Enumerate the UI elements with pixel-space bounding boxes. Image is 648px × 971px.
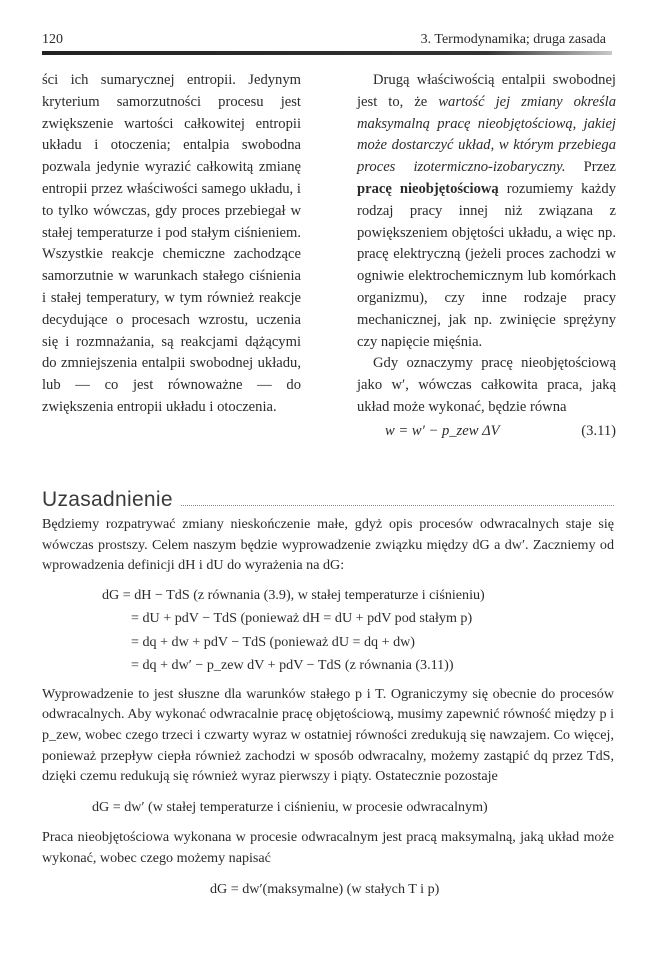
- section-title: Uzasadnienie: [42, 488, 173, 511]
- intro-paragraph: Będziemy rozpatrywać zmiany nieskończenie małe, gdyż opis procesów odwracalnych staje się wówczas prostszy. Celem naszym będzie wyprowadzenie związku między dG a dw′. Zaczniemy od wprowadzenia definicji dH i dU do wyrażenia na dG:: [42, 516, 614, 574]
- right-paragraph-1: [357, 70, 616, 353]
- equation-expression: w = w′ − p_zew ΔV: [385, 422, 500, 439]
- running-title: 3. Termodynamika; druga zasada: [420, 32, 606, 47]
- header-rule: [42, 51, 612, 55]
- derivation-line-1: dG = dH − TdS (z równania (3.9), w stałej temperaturze i ciśnieniu): [102, 586, 485, 603]
- text-run: Przez: [565, 159, 617, 176]
- right-column: [357, 70, 616, 443]
- derivation: [102, 584, 614, 678]
- derivation-line-4: = dq + dw′ − p_zew dV + pdV − TdS (z równania (3.11)): [131, 657, 454, 674]
- paragraph-2: Wyprowadzenie to jest słuszne dla warunków stałego p i T. Ograniczymy się obecnie do procesów odwracalnych. Aby wykonać odwracalnie pracę objętościową, musimy zapewnić równość między p i p_zew, wobec czego trzeci i czwarty wyraz w ostatniej równości zredukują się nawzajem. Co więcej, ponieważ przepływ ciepła również zachodzi w sposób odwracalny, możemy zastąpić dq przez TdS, dzięki czemu redukują się również wyraz pierwszy i piąty. Ostatecznie pozostaje: [42, 685, 614, 785]
- page-number: 120: [42, 32, 63, 47]
- paragraph-3: Praca nieobjętościowa wykonana w procesie odwracalnym jest pracą maksymalną, jaką układ może wykonać, wobec czego możemy napisać: [42, 829, 614, 866]
- section-dotted-rule: [181, 505, 614, 506]
- bold-term: pracę nieobjętościową: [357, 180, 499, 197]
- text-run: rozumiemy każdy rodzaj pracy innej niż związana z powiększeniem objętości układu, a więc np. pracę elektryczną (jeżeli proces zachodzi w ogniwie elektrochemicznym lub komórkach organizmu), czy inne rodzaje pracy mechanicznej, jak np. zwinięcie sprężyny czy napięcie mięśnia.: [357, 180, 616, 350]
- section-body: [42, 514, 614, 899]
- italic-statement: wartość jej zmiany określa maksymalną pracę nieobjętościową, jakiej może dostarczyć układ, w którym przebiega proces izotermiczno-izobaryczny.: [357, 93, 616, 176]
- equation-3-11: [357, 421, 616, 443]
- right-paragraph-2: Gdy oznaczymy pracę nieobjętościową jako w′, wówczas całkowita praca, jaką układ może wykonać, będzie równa: [357, 355, 616, 415]
- derivation-line-3: = dq + dw + pdV − TdS (ponieważ dU = dq + dw): [131, 633, 416, 650]
- equation-max-work: dG = dw′(maksymalne) (w stałych T i p): [210, 880, 440, 897]
- equation-number: (3.11): [581, 422, 616, 439]
- text-run: Drugą właściwością entalpii swobodnej jest to, że: [357, 72, 616, 110]
- section-heading: [42, 482, 614, 512]
- left-column: [42, 70, 301, 419]
- derivation-line-2: = dU + pdV − TdS (ponieważ dH = dU + pdV pod stałym p): [131, 610, 473, 627]
- equation-dG-dw: dG = dw′ (w stałej temperaturze i ciśnieniu, w procesie odwracalnym): [92, 798, 488, 815]
- left-column-text: ści ich sumarycznej entropii. Jedynym kryterium samorzutności procesu jest zwiększenie wartości całkowitej entropii układu i otoczenia; entalpia swobodna pozwala jedynie wyrazić całkowitą zmianę entropii przez właściwości samego układu, i to tylko wówczas, gdy proces przebiegał w stałej temperaturze i pod stałym ciśnieniem. Wszystkie reakcje chemiczne zachodzące samorzutnie w warunkach stałego ciśnienia i stałej temperatury, w tym również reakcje decydujące o procesach wzrostu, uczenia się i rozmnażania, są reakcjami dążącymi do zmniejszenia entalpii swobodnej układu, lub — co jest równoważne — do zwiększenia entropii układu i otoczenia.: [42, 72, 301, 415]
